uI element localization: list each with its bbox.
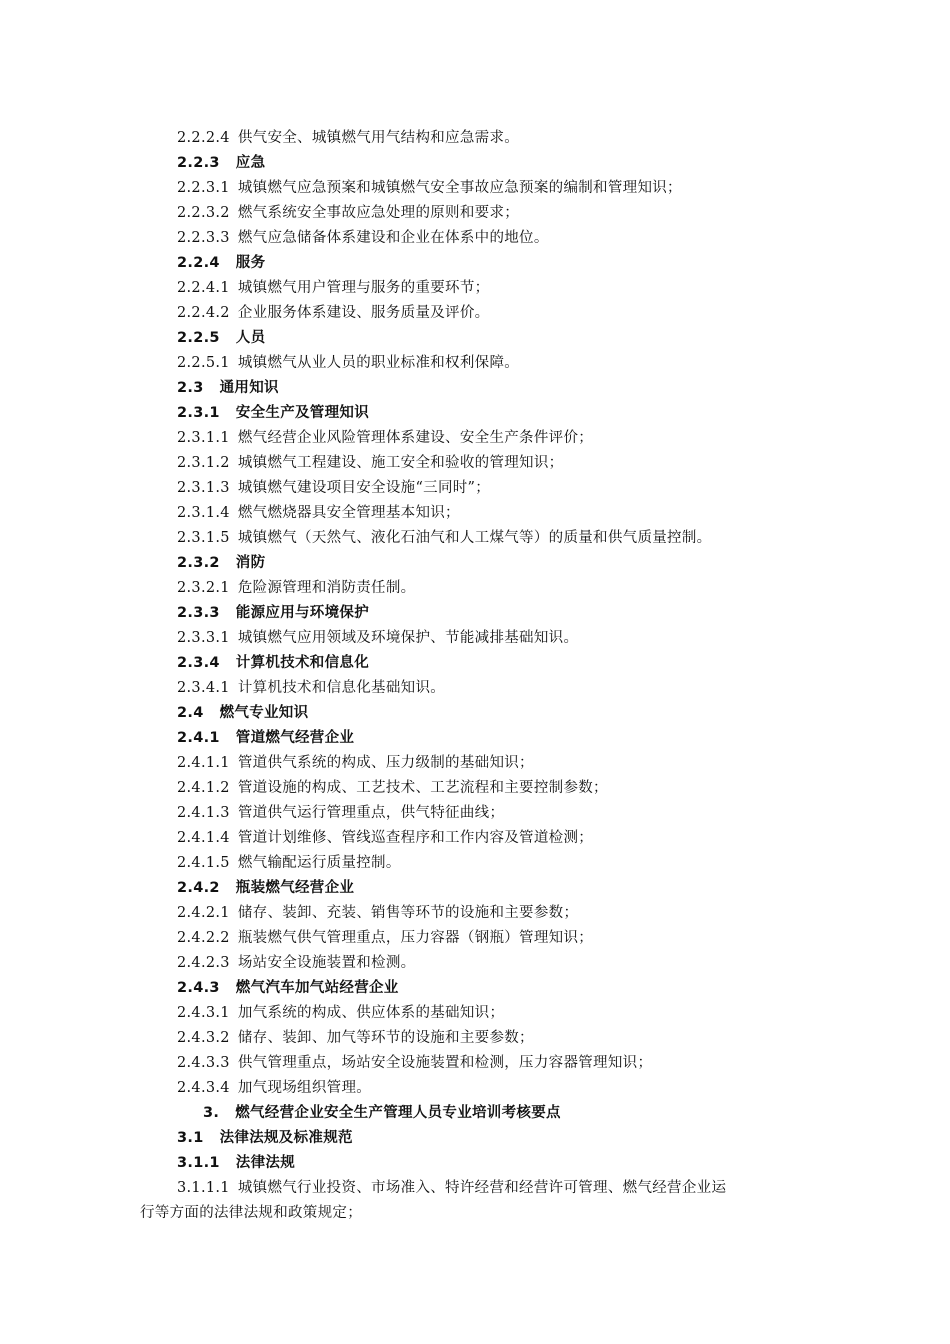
text-line: 3.1.1.1 城镇燃气行业投资、市场准入、特许经营和经营许可管理、燃气经营企业运	[177, 1180, 727, 1196]
text-line: 2.3.3.1 城镇燃气应用领域及环境保护、节能减排基础知识。	[177, 630, 579, 646]
text-line: 2.4.1.5 燃气输配运行质量控制。	[177, 855, 401, 871]
text-line: 2.4.3.3 供气管理重点，场站安全设施装置和检测，压力容器管理知识；	[177, 1055, 653, 1071]
section-heading: 2.4 燃气专业知识	[177, 705, 309, 721]
text-line: 2.4.2.1 储存、装卸、充装、销售等环节的设施和主要参数；	[177, 905, 579, 921]
text-line-continuation: 行等方面的法律法规和政策规定；	[140, 1205, 362, 1221]
text-line: 2.2.3.1 城镇燃气应急预案和城镇燃气安全事故应急预案的编制和管理知识；	[177, 180, 682, 196]
section-heading: 2.2.3 应急	[177, 155, 266, 171]
text-line: 2.2.5.1 城镇燃气从业人员的职业标准和权利保障。	[177, 355, 520, 371]
text-line: 2.2.3.2 燃气系统安全事故应急处理的原则和要求；	[177, 205, 520, 221]
text-line: 2.4.2.3 场站安全设施装置和检测。	[177, 955, 416, 971]
text-line: 2.2.2.4 供气安全、城镇燃气用气结构和应急需求。	[177, 130, 520, 146]
text-line: 2.3.1.2 城镇燃气工程建设、施工安全和验收的管理知识；	[177, 455, 564, 471]
section-heading: 2.3.1 安全生产及管理知识	[177, 405, 369, 421]
text-line: 2.3.1.4 燃气燃烧器具安全管理基本知识；	[177, 505, 460, 521]
section-heading: 2.3 通用知识	[177, 380, 279, 396]
text-line: 2.4.1.2 管道设施的构成、工艺技术、工艺流程和主要控制参数；	[177, 780, 608, 796]
text-line: 2.4.1.4 管道计划维修、管线巡查程序和工作内容及管道检测；	[177, 830, 594, 846]
section-heading: 2.4.3 燃气汽车加气站经营企业	[177, 980, 399, 996]
section-heading: 2.4.2 瓶装燃气经营企业	[177, 880, 355, 896]
text-line: 2.3.1.5 城镇燃气（天然气、液化石油气和人工煤气等）的质量和供气质量控制。	[177, 530, 712, 546]
text-line: 2.4.1.3 管道供气运行管理重点，供气特征曲线；	[177, 805, 505, 821]
text-line: 2.4.2.2 瓶装燃气供气管理重点，压力容器（钢瓶）管理知识；	[177, 930, 594, 946]
section-heading: 2.2.4 服务	[177, 255, 266, 271]
section-heading: 2.3.2 消防	[177, 555, 266, 571]
text-line: 2.3.2.1 危险源管理和消防责任制。	[177, 580, 416, 596]
text-line: 2.3.4.1 计算机技术和信息化基础知识。	[177, 680, 446, 696]
text-line: 2.2.4.1 城镇燃气用户管理与服务的重要环节；	[177, 280, 490, 296]
section-heading: 2.4.1 管道燃气经营企业	[177, 730, 355, 746]
section-heading: 3.1.1 法律法规	[177, 1155, 295, 1171]
section-heading: 2.3.3 能源应用与环境保护	[177, 605, 369, 621]
text-line: 2.4.3.2 储存、装卸、加气等环节的设施和主要参数；	[177, 1030, 534, 1046]
section-heading: 3.1 法律法规及标准规范	[177, 1130, 353, 1146]
text-line: 2.3.1.1 燃气经营企业风险管理体系建设、安全生产条件评价；	[177, 430, 594, 446]
text-line: 2.4.1.1 管道供气系统的构成、压力级制的基础知识；	[177, 755, 534, 771]
section-heading: 2.2.5 人员	[177, 330, 266, 346]
text-line: 2.2.3.3 燃气应急储备体系建设和企业在体系中的地位。	[177, 230, 549, 246]
text-line: 2.3.1.3 城镇燃气建设项目安全设施“三同时”；	[177, 480, 491, 496]
text-line: 2.2.4.2 企业服务体系建设、服务质量及评价。	[177, 305, 490, 321]
text-line: 2.4.3.1 加气系统的构成、供应体系的基础知识；	[177, 1005, 505, 1021]
text-line: 2.4.3.4 加气现场组织管理。	[177, 1080, 372, 1096]
chapter-heading: 3. 燃气经营企业安全生产管理人员专业培训考核要点	[203, 1105, 561, 1121]
section-heading: 2.3.4 计算机技术和信息化	[177, 655, 369, 671]
